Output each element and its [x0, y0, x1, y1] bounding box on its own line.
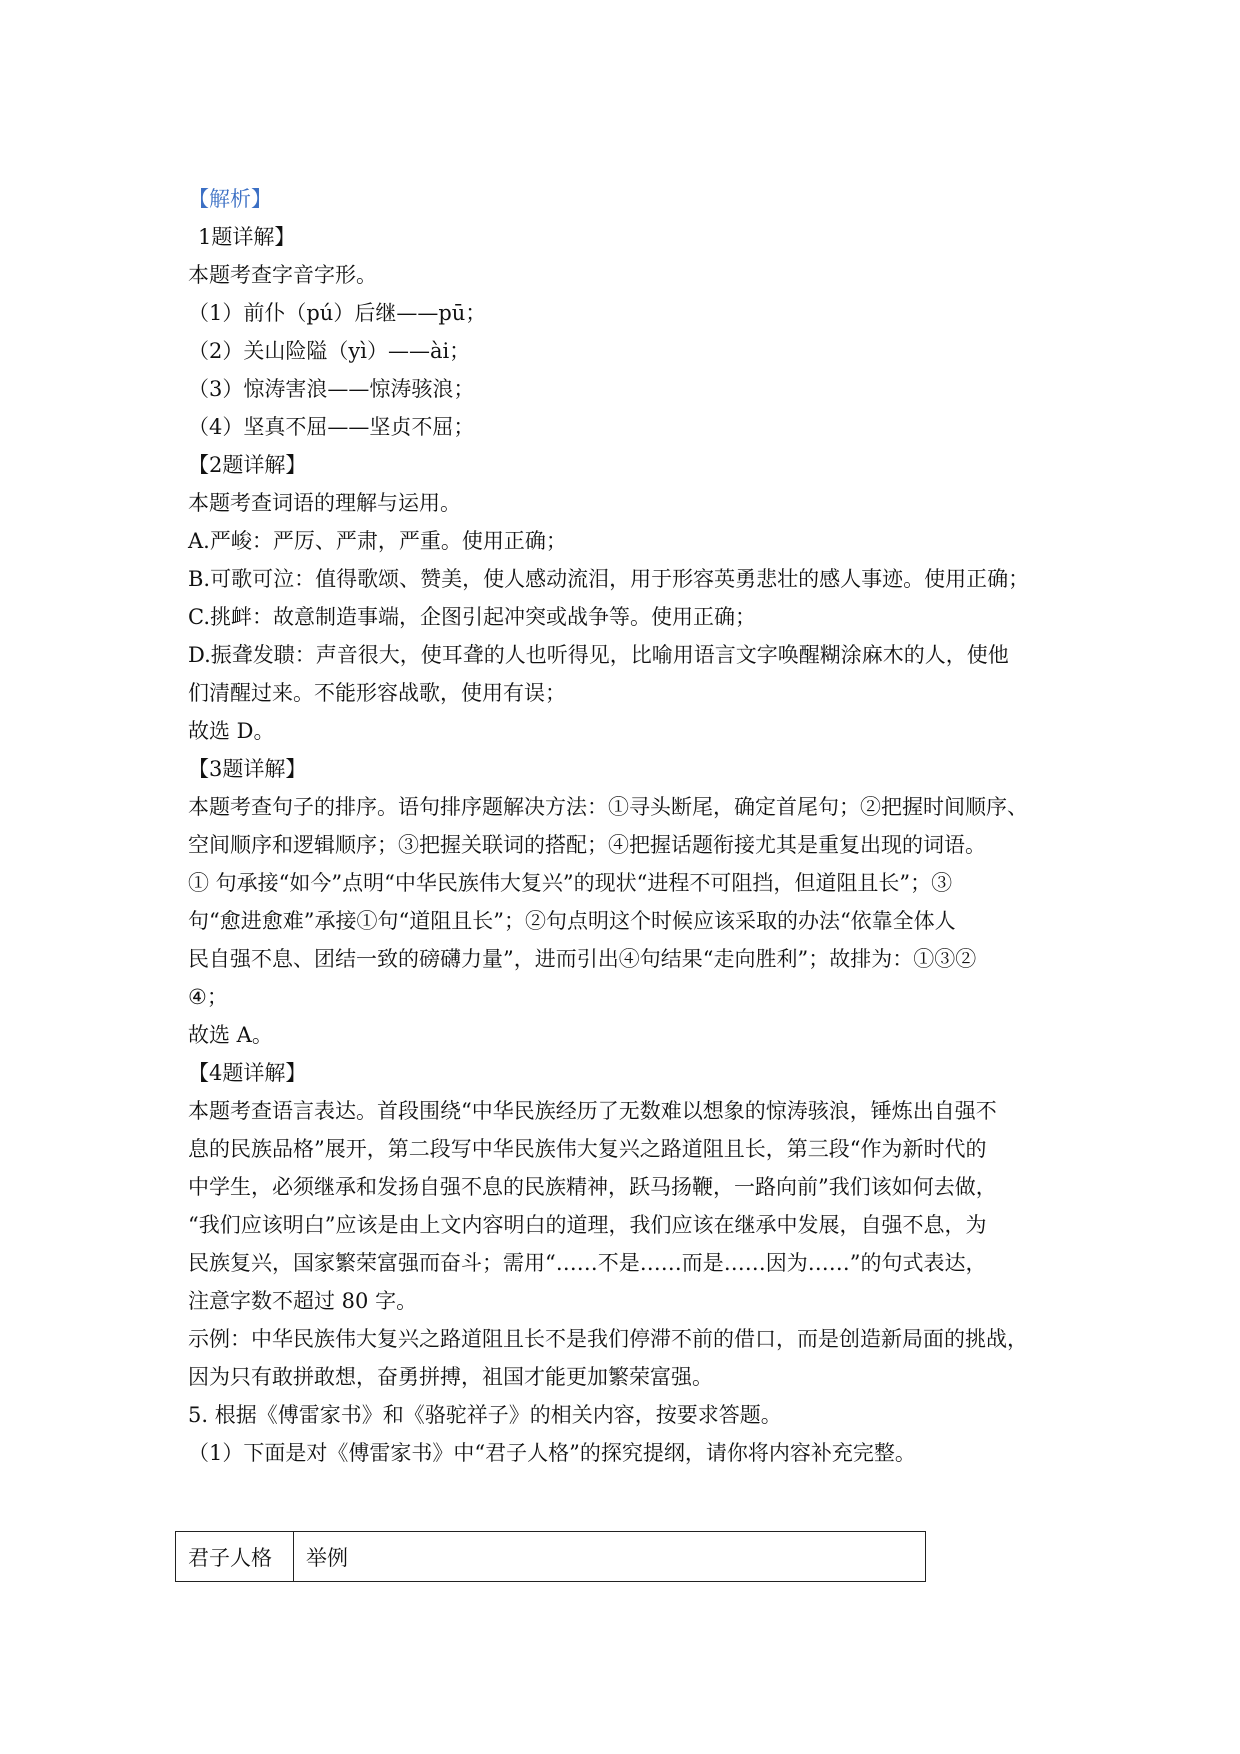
q3-title: 【3题详解】: [188, 757, 307, 781]
q2-item: C.挑衅：故意制造事端，企图引起冲突或战争等。使用正确；: [188, 605, 756, 629]
q3-line: ① 句承接“如今”点明“中华民族伟大复兴”的现状“进程不可阻挡，但道阻且长”；③: [188, 871, 953, 895]
q3-answer: 故选 A。: [188, 1023, 273, 1047]
table-header-cell: 举例: [294, 1532, 926, 1582]
q1-item: （3）惊涛害浪——惊涛骇浪；: [188, 377, 475, 401]
table-header-cell: 君子人格: [176, 1532, 294, 1582]
analysis-heading: 【解析】: [188, 187, 272, 211]
q3-line: 民自强不息、团结一致的磅礴力量”，进而引出④句结果“走向胜利”；故排为：①③②: [188, 947, 977, 971]
q4-line: 注意字数不超过 80 字。: [188, 1289, 418, 1313]
q4-line: 本题考查语言表达。首段围绕“中华民族经历了无数难以想象的惊涛骇浪，锤炼出自强不: [188, 1099, 997, 1123]
q2-title: 【2题详解】: [188, 453, 307, 477]
q2-item: D.振聋发聩：声音很大，使耳聋的人也听得见，比喻用语言文字唤醒糊涂麻木的人，使他: [188, 643, 1009, 667]
q2-item: B.可歌可泣：值得歌颂、赞美，使人感动流泪，用于形容英勇悲壮的感人事迹。使用正确；: [188, 567, 1030, 591]
q3-line: 句“愈进愈难”承接①句“道阻且长”；②句点明这个时候应该采取的办法“依靠全体人: [188, 909, 956, 933]
document-body: [188, 184, 1068, 1476]
q2-item: 们清醒过来。不能形容战歌，使用有误；: [188, 681, 566, 705]
q3-line: 空间顺序和逻辑顺序；③把握关联词的搭配；④把握话题衔接尤其是重复出现的词语。: [188, 833, 986, 857]
q4-line: 民族复兴，国家繁荣富强而奋斗；需用“……不是……而是……因为……”的句式表达，: [188, 1251, 987, 1275]
q5-sub1: （1）下面是对《傅雷家书》中“君子人格”的探究提纲，请你将内容补充完整。: [188, 1441, 916, 1465]
q4-title: 【4题详解】: [188, 1061, 307, 1085]
q1-item: （2）关山险隘（yì）——ài；: [188, 339, 471, 363]
q3-line: ④；: [188, 985, 228, 1009]
q1-item: （1）前仆（pú）后继——pū；: [188, 301, 487, 325]
q3-line: 本题考查句子的排序。语句排序题解决方法：①寻头断尾，确定首尾句；②把握时间顺序、: [188, 795, 1028, 819]
q1-intro: 本题考查字音字形。: [188, 263, 377, 287]
q4-line: 息的民族品格”展开，第二段写中华民族伟大复兴之路道阻且长，第三段“作为新时代的: [188, 1137, 987, 1161]
q2-answer: 故选 D。: [188, 719, 275, 743]
q4-example: 示例：中华民族伟大复兴之路道阻且长不是我们停滞不前的借口，而是创造新局面的挑战，: [188, 1327, 1028, 1351]
q4-line: “我们应该明白”应该是由上文内容明白的道理，我们应该在继承中发展，自强不息，为: [188, 1213, 987, 1237]
outline-table: [175, 1531, 926, 1582]
q4-line: 中学生，必须继承和发扬自强不息的民族精神，跃马扬鞭，一路向前”我们该如何去做，: [188, 1175, 997, 1199]
q1-item: （4）坚真不屈——坚贞不屈；: [188, 415, 475, 439]
q5-title: 5. 根据《傅雷家书》和《骆驼祥子》的相关内容，按要求答题。: [188, 1403, 782, 1427]
q4-example: 因为只有敢拼敢想，奋勇拼搏，祖国才能更加繁荣富强。: [188, 1365, 713, 1389]
q2-item: A.严峻：严厉、严肃，严重。使用正确；: [188, 529, 567, 553]
q2-intro: 本题考查词语的理解与运用。: [188, 491, 461, 515]
q1-title: 1题详解】: [198, 225, 296, 249]
table-row: [176, 1532, 926, 1582]
